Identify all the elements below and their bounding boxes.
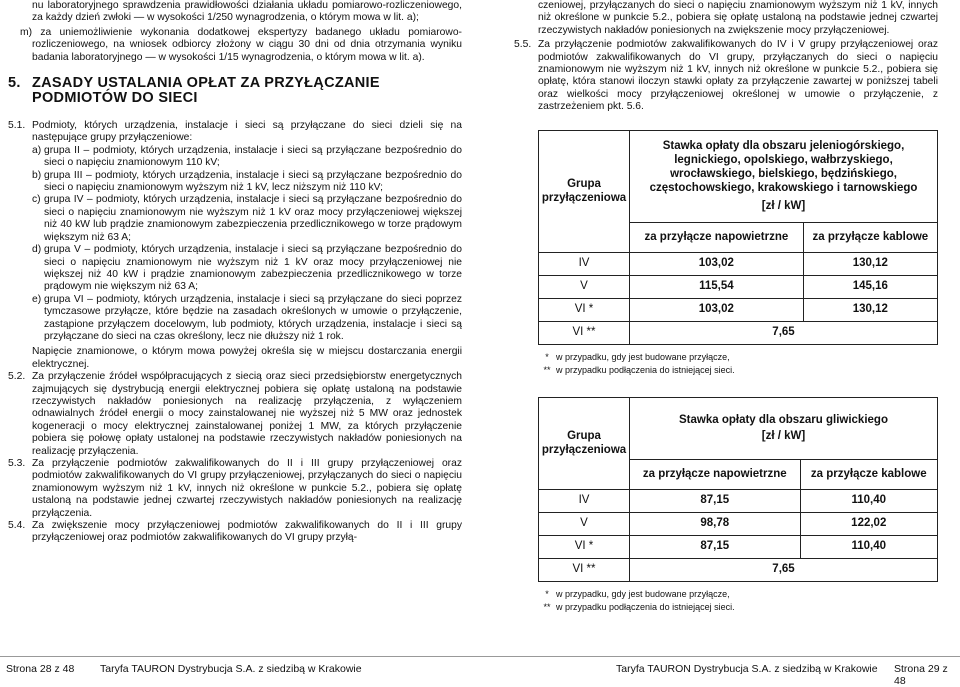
clause-5-4: [8, 520, 462, 545]
row-overhead: 87,15: [630, 489, 801, 512]
list-item: [32, 294, 462, 344]
note-mark: *: [545, 351, 549, 362]
rates-table-1: [538, 130, 938, 345]
left-column: [8, 0, 462, 545]
clause-number: 5.5.: [514, 39, 532, 51]
footer-divider: [0, 656, 480, 657]
row-group: V: [539, 275, 630, 298]
note-row: [538, 601, 938, 614]
item-text: grupa II – podmioty, których urządzenia, instalacje i sieci są przyłączane bezpośrednio do sieci o napięciu znamionowym 110 kV;: [44, 144, 462, 169]
row-cable: 145,16: [803, 275, 937, 298]
table-1-notes: [538, 351, 938, 377]
list-item: [32, 145, 462, 170]
clause-5-4-continuation: czeniowej, przyłączanych do sieci o napięciu znamionowym wyższym niż 1 kV, innych niż określone w punkcie 5.2., pobiera się opłatę ustaloną na podstawie jednej czwartej rzeczywistych nakładów poniesionych na zwiększenie mocy przyłączeniowej.: [538, 0, 938, 36]
row-overhead: 103,02: [630, 298, 804, 321]
row-group: VI *: [539, 535, 630, 558]
footer-company: Taryfa TAURON Dystrybucja S.A. z siedzibą w Krakowie: [616, 663, 878, 675]
row-overhead: 98,78: [630, 512, 801, 535]
clause-number: 5.4.: [8, 520, 26, 532]
table-row: [539, 321, 938, 344]
table-row: [539, 535, 938, 558]
left-page: [0, 0, 480, 678]
rates-table-2: [538, 397, 938, 582]
row-cable: 110,40: [800, 489, 937, 512]
row-group: VI **: [539, 321, 630, 344]
item-letter: b): [32, 169, 42, 181]
item-text: grupa V – podmioty, których urządzenia, instalacje i sieci są przyłączane bezpośrednio do sieci o napięciu znamionowym nie wyższym niż 1 kV oraz mocy przyłączeniowej nie większej niż 40 kW i prądzie znamionowym zabezpieczenia przedlicznikowego w torze prądowym nie większym niż 63 A;: [44, 244, 462, 293]
group-header: Grupa przyłączeniowa: [539, 130, 630, 252]
clause-text: Za przyłączenie źródeł współpracujących z siecią oraz sieci przedsiębiorstw energetycznych zajmujących się dystrybucją energii elektrycznej pobiera się opłatę ustaloną na podstawie rzeczywistych nakładów poniesionych na realizację przyłączenia, z wyłączeniem odnawialnych źródeł energii o mocy zainstalowanej nie wyższej niż 5 MW oraz jednostek kogeneracji o mocy elektrycznej zainstalowanej poniżej 1 MW, za których przyłączenie pobiera się połowę opłaty ustalonej na podstawie rzeczywistych nakładów poniesionych na realizację przyłączenia.: [32, 371, 462, 457]
footer-company: Taryfa TAURON Dystrybucja S.A. z siedzibą w Krakowie: [100, 663, 362, 675]
note-text: w przypadku, gdy jest budowane przyłącze,: [556, 588, 730, 599]
col-overhead: za przyłącze napowietrzne: [630, 222, 804, 252]
note-row: [538, 351, 938, 364]
note-mark: **: [543, 364, 551, 375]
list-item: [32, 194, 462, 244]
item-letter: a): [32, 144, 42, 156]
footer-divider: [480, 656, 960, 657]
list-item: [32, 244, 462, 294]
rate-header-text: Stawka opłaty dla obszaru gliwickiego: [679, 414, 888, 427]
row-cable: 130,12: [803, 298, 937, 321]
table-2-notes: [538, 588, 938, 614]
footer-page-number: Strona 29 z 48: [894, 663, 948, 687]
clause-5-1: [8, 120, 462, 145]
note-row: [538, 364, 938, 377]
item-letter: d): [32, 244, 42, 256]
clause-5-3: [8, 458, 462, 520]
table-row: [539, 275, 938, 298]
rate-header: [630, 397, 938, 459]
row-merged-value: 7,65: [630, 558, 938, 581]
item-text: grupa IV – podmioty, których urządzenia, instalacje i sieci są przyłączane bezpośrednio do sieci o napięciu znamionowym nie wyższym niż 1 kV oraz mocy przyłączeniowej większej niż 40 kW lub prądzie znamionowym zabezpieczenia przedlicznikowego w torze prądowym większym niż 63 A;: [44, 194, 462, 243]
item-letter: c): [32, 194, 41, 206]
section-number: 5.: [8, 75, 21, 92]
row-cable: 122,02: [800, 512, 937, 535]
note-text: w przypadku podłączenia do istniejącej sieci.: [556, 601, 735, 612]
list-item: [32, 170, 462, 195]
note-mark: *: [545, 588, 549, 599]
table-row: [539, 252, 938, 275]
clause-5-5: [514, 39, 938, 113]
clause-number: 5.2.: [8, 371, 26, 383]
rate-header-text: Stawka opłaty dla obszaru jeleniogórskiego, legnickiego, opolskiego, wałbrzyskiego, wrocławskiego, bielskiego, będzińskiego, częstochowskiego, krakowskiego i tarnowskiego: [649, 140, 918, 195]
note-row: [538, 588, 938, 601]
rate-unit: [zł / kW]: [761, 200, 806, 213]
clause-5-2: [8, 371, 462, 458]
clause-number: 5.3.: [8, 458, 26, 469]
table-row: [539, 489, 938, 512]
row-overhead: 103,02: [630, 252, 804, 275]
row-cable: 130,12: [803, 252, 937, 275]
paragraph-m: m) za uniemożliwienie wykonania dodatkowej ekspertyzy badanego układu pomiarowo-rozliczeniowego, na wniosek odbiorcy złożony w ciągu 30 dni od dnia otrzymania wyniku badania laboratoryjnego — w wysokości 1/15 wynagrodzenia, o którym mowa w lit. a).: [20, 26, 462, 63]
row-group: VI **: [539, 558, 630, 581]
rate-header: [630, 130, 938, 222]
row-overhead: 87,15: [630, 535, 801, 558]
paragraph-l-continuation: nu laboratoryjnego sprawdzenia prawidłowości działania układu pomiarowo-rozliczeniowego, za każdy dzień zwłoki — w wysokości 1/250 wynagrodzenia, o którym mowa w lit. a);: [32, 0, 462, 24]
section-title: ZASADY USTALANIA OPŁAT ZA PRZYŁĄCZANIE PODMIOTÓW DO SIECI: [32, 75, 380, 107]
voltage-note: Napięcie znamionowe, o którym mowa powyżej określa się w miejscu dostarczania energii elektrycznej.: [32, 346, 462, 370]
col-overhead: za przyłącze napowietrzne: [630, 459, 801, 489]
group-header: Grupa przyłączeniowa: [539, 397, 630, 489]
footer-page-number: Strona 28 z 48: [6, 663, 75, 675]
clause-text: Za zwiększenie mocy przyłączeniowej podmiotów zakwalifikowanych do II i III grupy przyłączeniowej oraz podmiotów zakwalifikowanych do VI grupy przyłą-: [32, 520, 462, 544]
col-cable: za przyłącze kablowe: [803, 222, 937, 252]
row-merged-value: 7,65: [630, 321, 938, 344]
note-text: w przypadku podłączenia do istniejącej sieci.: [556, 364, 735, 375]
table-row: [539, 512, 938, 535]
item-text: grupa VI – podmioty, których urządzenia, instalacje i sieci są przyłączane do sieci poprzez tymczasowe przyłącze, które będzie na zasadach określonych w umowie o przyłączenie, zastąpione przyłączem docelowym, lub podmioty, których urządzenia, instalacje i sieci są przyłączane do sieci na czas określony, lecz nie dłuższy niż 1 rok.: [44, 293, 462, 342]
item-text: grupa III – podmioty, których urządzenia, instalacje i sieci są przyłączane bezpośrednio do sieci o napięciu znamionowym wyższym niż 1 kV, lecz niższym niż 110 kV;: [44, 169, 462, 194]
right-column: [514, 0, 938, 614]
clause-text: Podmioty, których urządzenia, instalacje i sieci są przyłączane do sieci dzieli się na następujące grupy przyłączeniowe:: [32, 120, 462, 144]
row-group: IV: [539, 252, 630, 275]
clause-text: Za przyłączenie podmiotów zakwalifikowanych do II i III grupy przyłączeniowej oraz podmiotów zakwalifikowanych do VI grupy przyłączeniowej, przyłączanych do sieci o napięciu znamionowym wyższym niż 1 kV, innych niż określone w punkcie 5.2., pobiera się opłatę ustaloną na podstawie jednej czwartej rzeczywistych nakładów poniesionych na realizację przyłączenia.: [32, 458, 462, 519]
row-cable: 110,40: [800, 535, 937, 558]
table-row: [539, 558, 938, 581]
row-group: V: [539, 512, 630, 535]
row-group: VI *: [539, 298, 630, 321]
row-overhead: 115,54: [630, 275, 804, 298]
rate-unit: [zł / kW]: [761, 430, 806, 443]
table-row: [539, 298, 938, 321]
row-group: IV: [539, 489, 630, 512]
group-list: [8, 145, 462, 371]
right-page: [480, 0, 960, 687]
note-text: w przypadku, gdy jest budowane przyłącze,: [556, 351, 730, 362]
clause-number: 5.1.: [8, 120, 26, 132]
note-mark: **: [543, 601, 551, 612]
item-letter: e): [32, 293, 42, 305]
clause-text: Za przyłączenie podmiotów zakwalifikowanych do IV i V grupy przyłączeniowej oraz podmiotów zakwalifikowanych do VI grupy, przyłączanych do sieci o napięciu znamionowym nie wyższym niż 1 kV, innych niż określone w punkcie 5.2., pobiera się opłatę, która stanowi iloczyn stawki opłaty za przyłączenie zawartej w poniższej tabeli oraz wielkości mocy przyłączeniowej określonej w umowie o przyłączenie, z zastrzeżeniem pkt. 5.6.: [538, 39, 938, 113]
section-heading: [8, 76, 462, 106]
col-cable: za przyłącze kablowe: [800, 459, 937, 489]
